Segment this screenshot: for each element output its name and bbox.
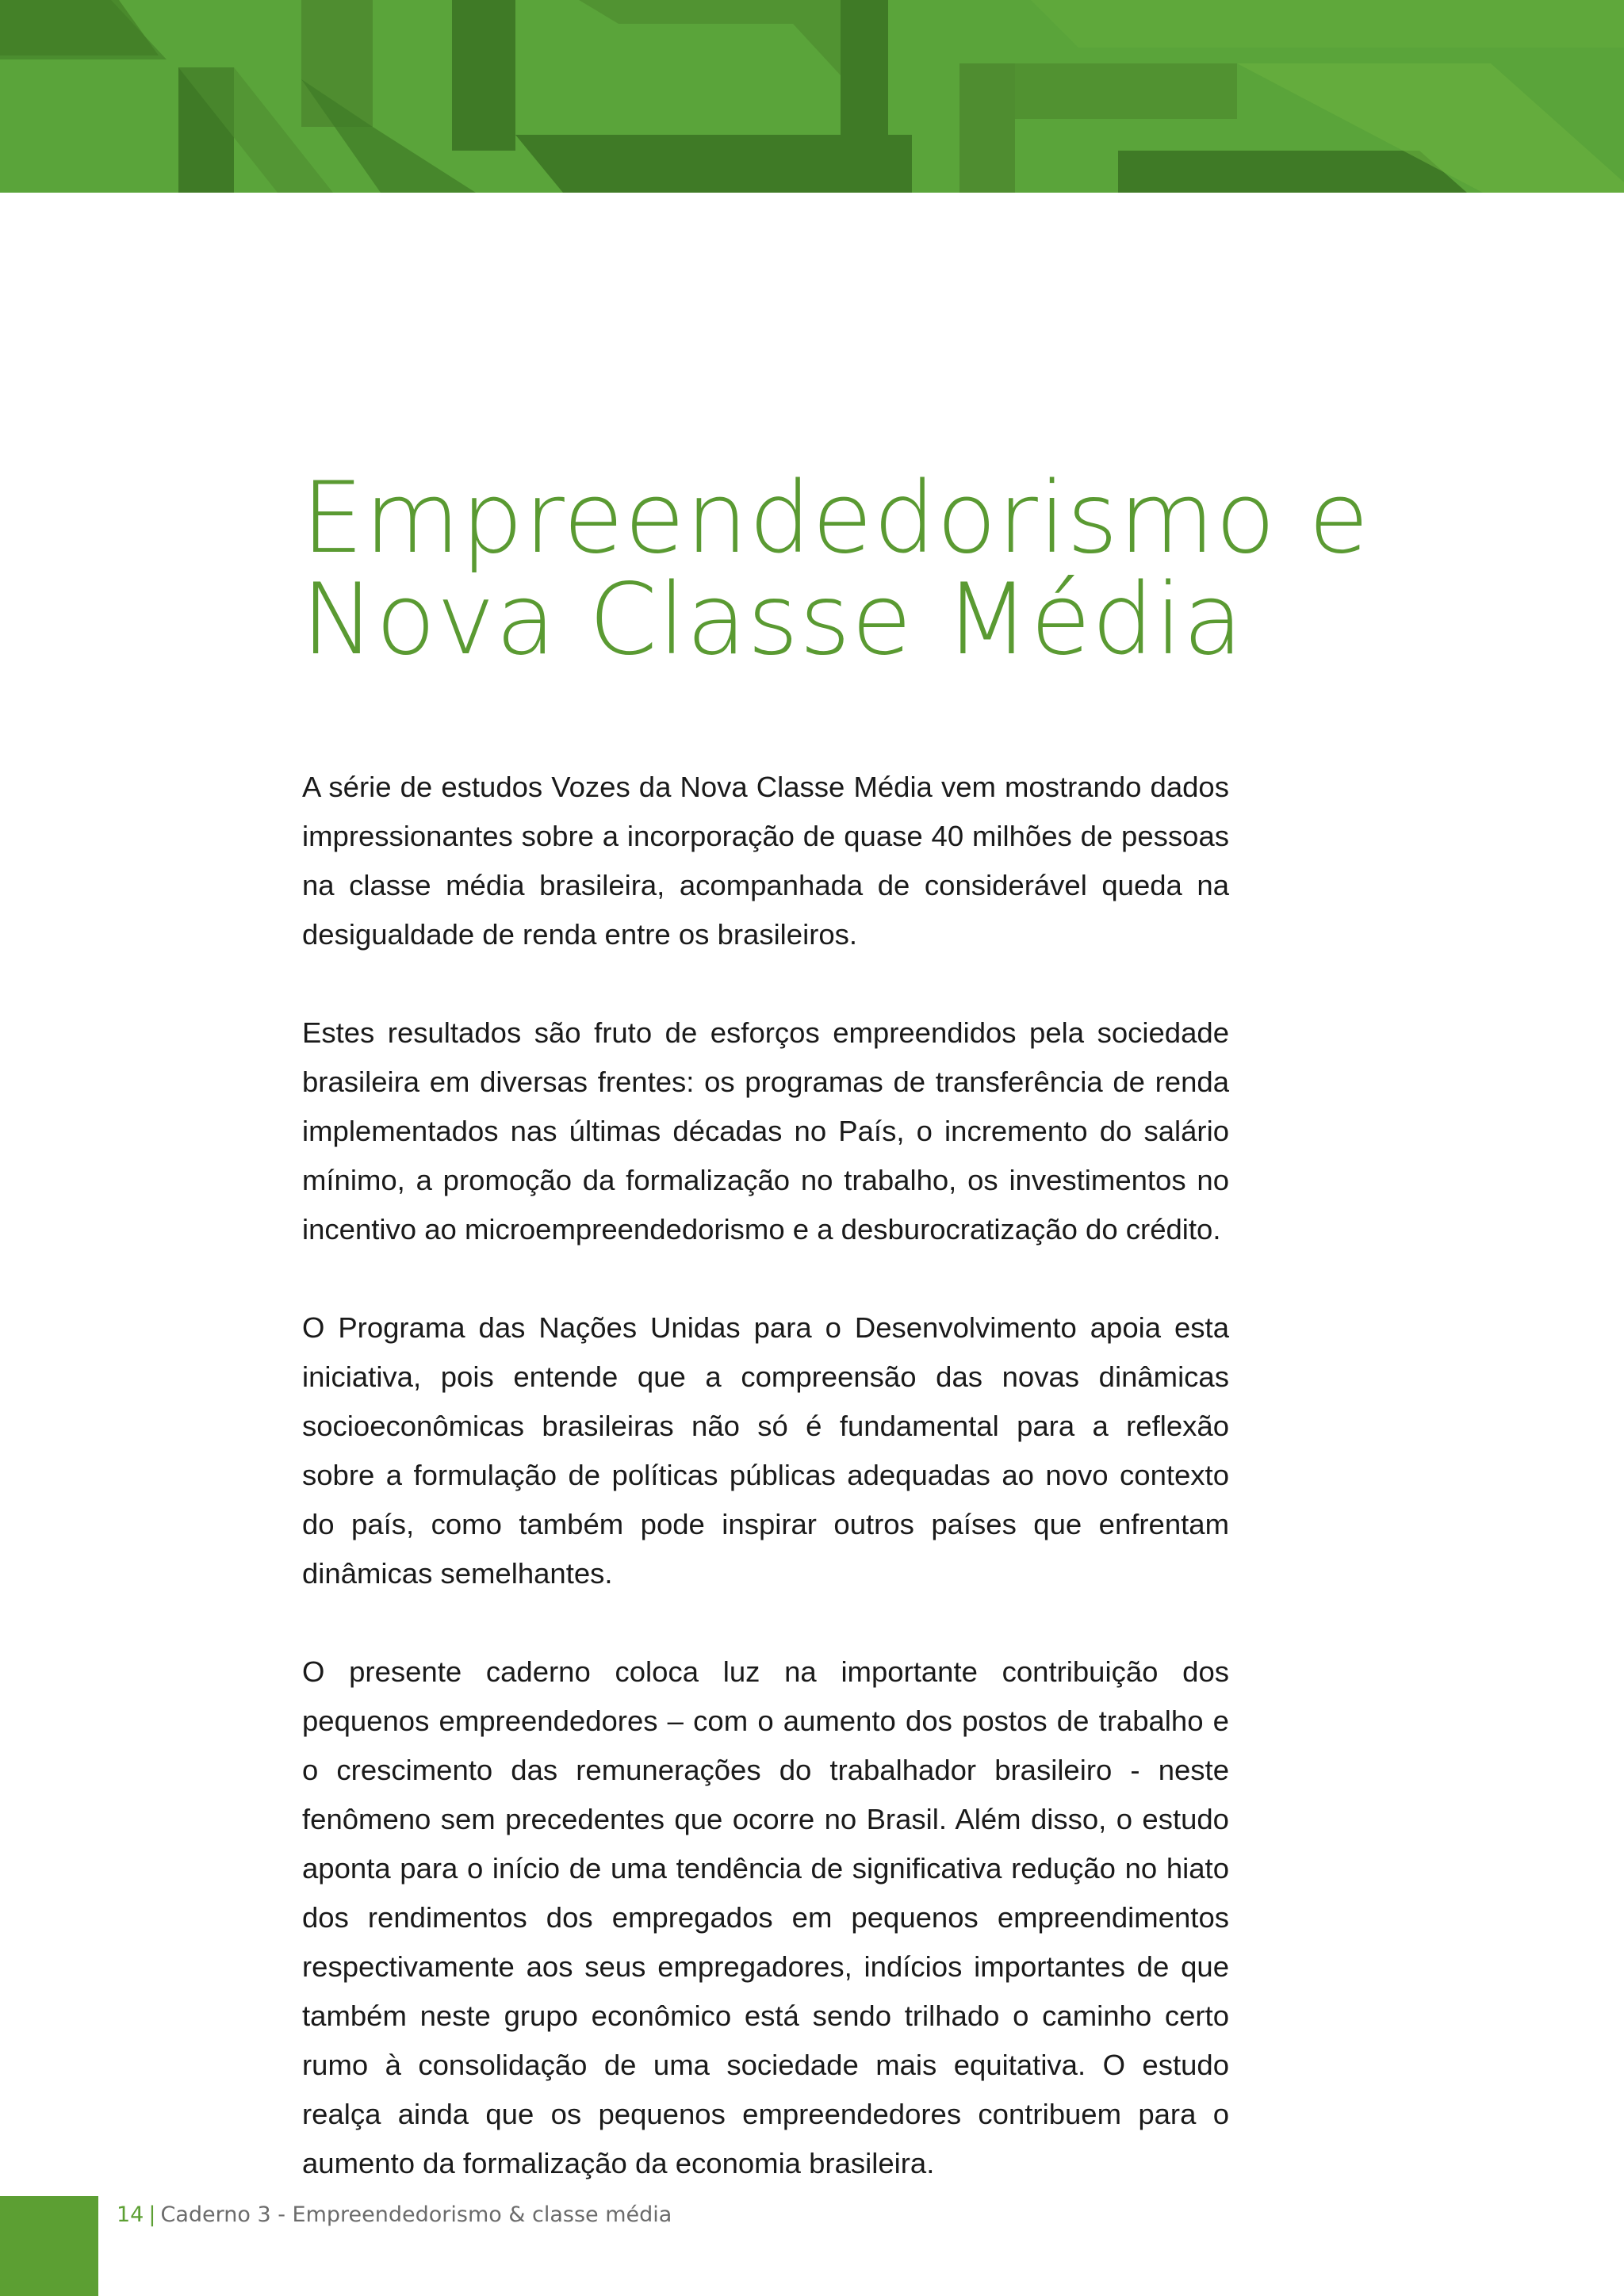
paragraph-3: O Programa das Nações Unidas para o Desenvolvimento apoia esta iniciativa, pois entende que a compreensão das novas dinâmicas socioeconômicas brasileiras não só é fundamental para a reflexão sobre a formulação de políticas públicas adequadas ao novo contexto do país, como também pode inspirar outros países que enfrentam dinâmicas semelhantes. [302,1311,1229,1590]
footer-caption: Caderno 3 - Empreendedorismo & classe média [160,2202,672,2227]
header-banner [0,0,1624,193]
body-text [302,763,1229,2237]
page-footer [117,2202,672,2227]
paragraph-4: O presente caderno coloca luz na importante contribuição dos pequenos empreendedores – com o aumento dos postos de trabalho e o crescimento das remunerações do trabalhador brasileiro - neste fenômeno sem precedentes que ocorre no Brasil. Além disso, o estudo aponta para o início de uma tendência de significativa redução no hiato dos rendimentos dos empregados em pequenos empreendimentos respectivamente aos seus empregadores, indícios importantes de que também neste grupo econômico está sendo trilhado o caminho certo rumo à consolidação de uma sociedade mais equitativa. O estudo realça ainda que os pequenos empreendedores contribuem para o aumento da formalização da economia brasileira. [302,1655,1229,2179]
footer-separator: | [148,2202,156,2227]
header-pattern [0,0,1624,193]
title-line-1: Empreendedorismo e [301,461,1370,576]
footer-accent-bar [0,2196,98,2296]
title-line-2: Nova Classe Média [301,563,1244,677]
page-number: 14 [117,2202,144,2227]
paragraph-1: A série de estudos Vozes da Nova Classe Média vem mostrando dados impressionantes sobre a incorporação de quase 40 milhões de pessoas na classe média brasileira, acompanhada de considerável queda na desigualdade de renda entre os brasileiros. [302,771,1229,951]
page-title [301,461,1427,677]
paragraph-2: Estes resultados são fruto de esforços empreendidos pela sociedade brasileira em diversas frentes: os programas de transferência de renda implementados nas últimas décadas no País, o incremento do salário mínimo, a promoção da formalização no trabalho, os investimentos no incentivo ao microempreendedorismo e a desburocratização do crédito. [302,1016,1229,1246]
